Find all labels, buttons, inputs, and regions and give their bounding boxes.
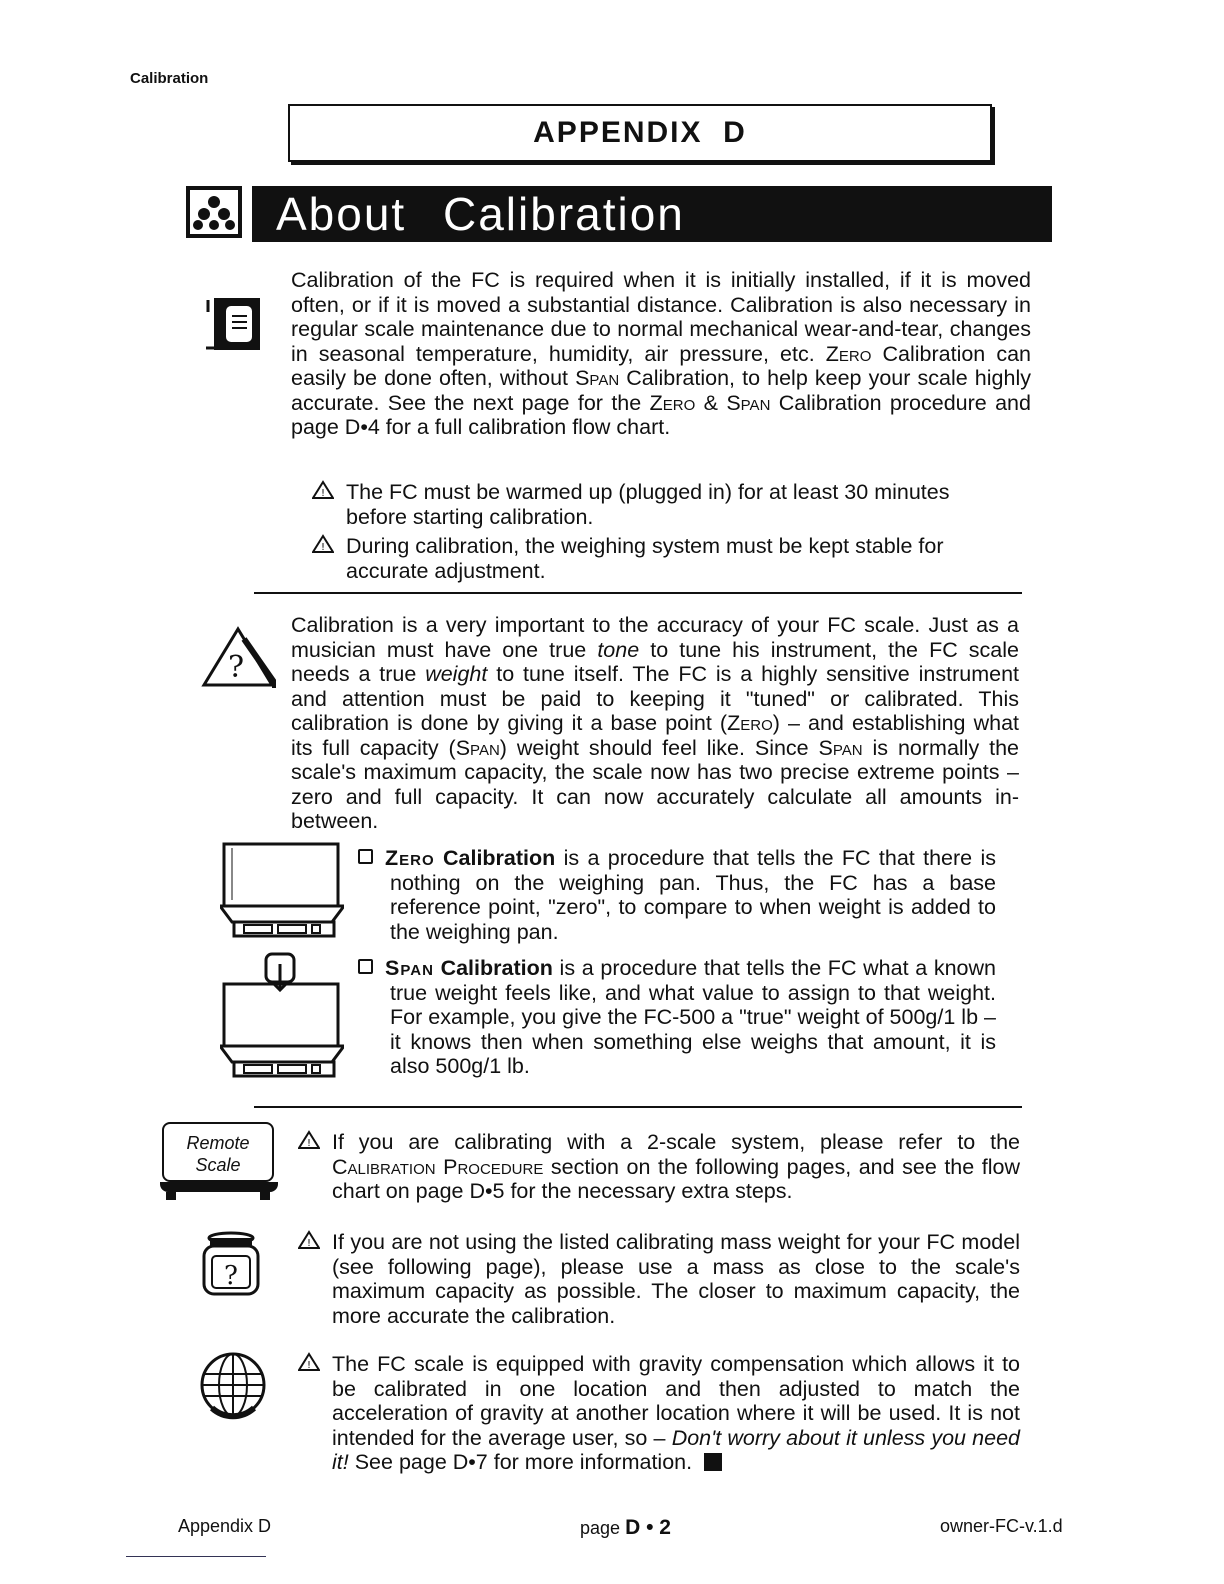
span-description: is a procedure that tells the FC what a known true weight feels like, and what value to assign to that weight. For example, you give the FC-500 a "true" weight of 500g/1 lb – it knows then when something else weighs that amount, it is also 500g/1 lb. xyxy=(390,956,996,1078)
zero-term-2: Calibration xyxy=(442,846,556,870)
warning-text: The FC must be warmed up (plugged in) for at least 30 minutes before starting calibration. xyxy=(346,480,950,529)
remote-note-text-a: If you are calibrating with a 2-scale system, please refer to the xyxy=(332,1130,1020,1154)
weight-word: weight xyxy=(425,662,488,686)
remote-scale-line-2: Scale xyxy=(195,1155,241,1175)
manual-icon xyxy=(204,292,266,361)
warning-text: During calibration, the weighing system must be kept stable for accurate adjustment. xyxy=(346,534,944,583)
footer-page-number: D • 2 xyxy=(625,1516,671,1539)
intro-span-2: Span xyxy=(726,390,771,415)
calibration-procedure-ref: Calibration Procedure xyxy=(332,1154,544,1179)
remote-scale-note xyxy=(298,1130,1020,1204)
checkbox-bullet-icon xyxy=(358,959,373,974)
importance-text-f: is normally the scale's maximum capacity, the scale now has two precise extreme points – zero and full capacity. It can now accurately calculate all amounts in-between. xyxy=(291,735,1019,833)
footer-page-prefix: page xyxy=(580,1518,621,1538)
intro-text-4: Calibration procedure and page D•4 for a full calibration flow chart. xyxy=(291,390,1031,439)
gravity-note-text-b: See page D•7 for more information. xyxy=(354,1450,693,1474)
svg-text:?: ? xyxy=(224,1261,238,1291)
gravity-note-text-a: The FC scale is equipped with gravity compensation which allows it to be calibrated in one location and then adjusted to match the acceleration of gravity at another location where it will be used. It is not intended for the average user, so – xyxy=(332,1352,1020,1450)
divider xyxy=(254,1106,1022,1108)
span-term-2: Calibration xyxy=(440,956,553,980)
caution-icon xyxy=(312,534,334,560)
intro-amp: & xyxy=(703,390,718,415)
svg-text:!: ! xyxy=(306,1360,312,1371)
remote-scale-icon xyxy=(160,1120,280,1202)
gravity-note xyxy=(298,1352,1020,1475)
end-of-section-icon xyxy=(704,1453,722,1471)
zero-term: Zero xyxy=(385,846,435,870)
importance-text-e: ) weight should feel like. Since xyxy=(499,735,809,760)
checkbox-bullet-icon xyxy=(358,849,373,864)
importance-paragraph xyxy=(291,613,1019,834)
calibration-section-icon xyxy=(186,186,242,238)
footer-left: Appendix D xyxy=(178,1516,272,1536)
caution-icon xyxy=(298,1130,320,1156)
intro-paragraph xyxy=(291,268,1031,440)
importance-span-2: Span xyxy=(818,735,863,760)
span-term: Span xyxy=(385,956,434,980)
caution-icon xyxy=(298,1230,320,1256)
importance-text-d: ) – and establishing what its full capacity ( xyxy=(291,711,1020,760)
intro-zero-2: Zero xyxy=(649,390,696,415)
appendix-heading: APPENDIX D xyxy=(288,104,992,162)
intro-text-3: Calibration, to help keep your scale highly accurate. See the next page for the xyxy=(291,366,1031,415)
globe-icon xyxy=(198,1350,268,1425)
tone-word: tone xyxy=(597,637,640,662)
section-title: About Calibration xyxy=(252,186,1052,242)
remote-note-text-b: section on the following pages, and see the flow chart on page D•5 for the necessary extra steps. xyxy=(332,1154,1020,1203)
running-head: Calibration xyxy=(130,70,209,87)
warning-note xyxy=(312,534,992,583)
svg-text:!: ! xyxy=(320,542,326,553)
importance-zero: Zero xyxy=(727,711,773,735)
importance-span: Span xyxy=(455,735,500,760)
svg-text:!: ! xyxy=(306,1138,312,1149)
importance-text-c: to tune itself. The FC is a highly sensitive instrument and attention must be paid to keeping it "tuned" or calibrated. This calibration is done by giving it a base point ( xyxy=(291,662,1019,735)
divider xyxy=(254,592,1022,594)
intro-zero: Zero xyxy=(825,341,872,366)
footer-rule xyxy=(126,1556,266,1557)
footer-page xyxy=(580,1516,671,1540)
svg-text:!: ! xyxy=(306,1238,312,1249)
footer-right: owner-FC-v.1.d xyxy=(940,1516,1063,1536)
mass-weight-icon xyxy=(198,1228,264,1305)
weighted-scale-icon xyxy=(220,950,344,1083)
mass-note-text: If you are not using the listed calibrating mass weight for your FC model (see following page), please use a mass as close to the scale's maximum capacity as possible. The closer to maximum capacity, the more accurate the calibration. xyxy=(332,1230,1020,1328)
empty-scale-icon xyxy=(220,842,344,943)
caution-icon xyxy=(298,1352,320,1378)
remote-scale-line-1: Remote xyxy=(186,1133,250,1153)
span-calibration-item xyxy=(358,956,996,1079)
zero-calibration-item xyxy=(358,846,996,944)
intro-text-2: Calibration can easily be done often, without xyxy=(291,341,1031,390)
svg-text:?: ? xyxy=(227,650,245,685)
gravity-note-emphasis: Don't worry about it unless you need it! xyxy=(332,1425,1020,1474)
importance-text-b: to tune his instrument, the FC scale needs a true xyxy=(291,637,1019,686)
svg-text:!: ! xyxy=(320,488,326,499)
caution-icon xyxy=(312,480,334,506)
warning-note xyxy=(312,480,992,529)
question-triangle-icon xyxy=(200,625,276,696)
intro-span: Span xyxy=(575,366,620,390)
intro-text-1: Calibration of the FC is required when it is initially installed, if it is moved often, or if it is moved a substantial distance. Calibration is also necessary in regular scale maintenance due to normal mechanical wear-and-tear, changes in seasonal temperature, humidity, air pressure, etc. xyxy=(291,268,1031,366)
mass-note xyxy=(298,1230,1020,1328)
importance-text-a: Calibration is a very important to the accuracy of your FC scale. Just as a musician must have one true xyxy=(291,613,1019,662)
zero-description: is a procedure that tells the FC that there is nothing on the weighing pan. Thus, the FC has a base reference point, "zero", to compare to when weight is added to the weighing pan. xyxy=(390,846,996,944)
